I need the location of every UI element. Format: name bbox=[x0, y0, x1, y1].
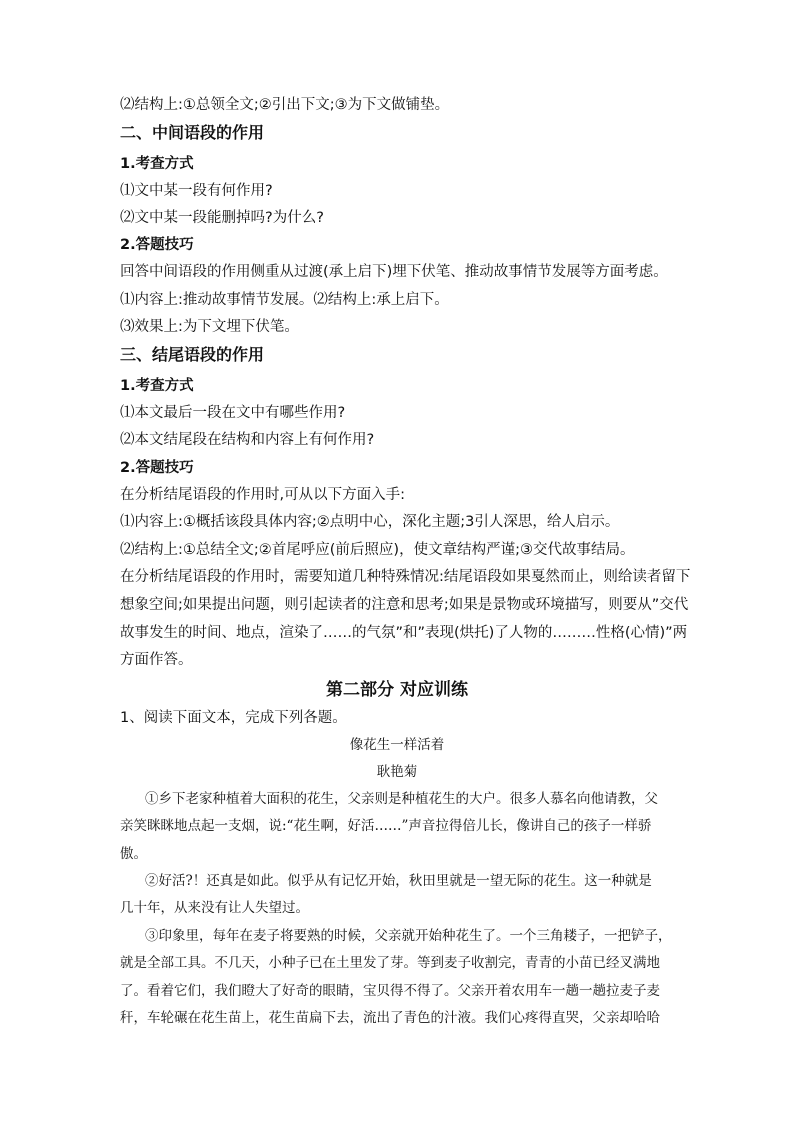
text-line: ⑵结构上:①总领全文;②引出下文;③为下文做铺垫。 bbox=[120, 97, 450, 113]
text-line: 在分析结尾语段的作用时，需要知道几种特殊情况:结尾语段如果戛然而止，则给读者留下 bbox=[120, 569, 691, 585]
text-line: ⑴内容上:推动故事情节发展。⑵结构上:承上启下。 bbox=[120, 292, 449, 308]
text-line: ⑴内容上:①概括该段具体内容;②点明中心，深化主题;3引人深思，给人启示。 bbox=[120, 514, 620, 530]
text-line: 方面作答。 bbox=[120, 652, 193, 668]
text-line: 故事发生的时间、地点，渲染了……的气氛”和”表现(烘托)了人物的………性格(心情)”两 bbox=[120, 625, 688, 641]
story-title: 像花生一样活着 bbox=[349, 737, 445, 753]
story-line: 几十年，从来没有让人失望过。 bbox=[120, 900, 309, 916]
story-line: 傲。 bbox=[120, 846, 147, 862]
text-line: ⑶效果上:为下文埋下伏笔。 bbox=[120, 319, 299, 335]
section-heading: 二、中间语段的作用 bbox=[120, 123, 265, 142]
story-line: 就是全部工具。不几天，小种子已在土里发了芽。等到麦子收割完，青青的小苗已经叉满地 bbox=[120, 955, 660, 971]
question-prompt: 1、阅读下面文本，完成下列各题。 bbox=[120, 710, 347, 726]
text-line: 回答中间语段的作用侧重从过渡(承上启下)埋下伏笔、推动故事情节发展等方面考虑。 bbox=[120, 264, 668, 280]
text-line: ⑴文中某一段有何作用? bbox=[120, 183, 273, 199]
text-line: 想象空间;如果提出问题，则引起读者的注意和思考;如果是景物或环境描写，则要从”交代 bbox=[120, 597, 689, 613]
text-line: ⑵文中某一段能删掉吗?为什么? bbox=[120, 210, 324, 226]
part-title: 第二部分 对应训练 bbox=[326, 680, 468, 700]
story-author: 耿艳菊 bbox=[376, 764, 418, 780]
section-heading: 三、结尾语段的作用 bbox=[120, 345, 265, 364]
story-line: ①乡下老家种植着大面积的花生，父亲则是种植花生的大户。很多人慕名向他请教，父 bbox=[145, 791, 658, 807]
text-line: ⑴本文最后一段在文中有哪些作用? bbox=[120, 405, 346, 421]
text-line: 在分析结尾语段的作用时,可从以下方面入手: bbox=[120, 487, 405, 503]
story-line: 了。看着它们，我们瞪大了好奇的眼睛，宝贝得不得了。父亲开着农用车一趟一趟拉麦子麦 bbox=[120, 983, 660, 999]
subsection-heading: 1.考查方式 bbox=[120, 378, 194, 394]
story-line: ②好活?！还真是如此。似乎从有记忆开始，秋田里就是一望无际的花生。这一种就是 bbox=[145, 873, 652, 889]
subsection-heading: 2.答题技巧 bbox=[120, 460, 194, 476]
story-line: ③印象里，每年在麦子将要熟的时候，父亲就开始种花生了。一个三角耧子，一把铲子， bbox=[145, 928, 672, 944]
subsection-heading: 2.答题技巧 bbox=[120, 237, 194, 253]
story-line: 秆，车轮碾在花生苗上，花生苗扁下去，流出了青色的汁液。我们心疼得直哭，父亲却哈哈 bbox=[120, 1010, 660, 1026]
text-line: ⑵本文结尾段在结构和内容上有何作用? bbox=[120, 432, 375, 448]
story-line: 亲笑眯眯地点起一支烟，说:“花生啊，好活……”声音拉得倍儿长，像讲自己的孩子一样骄 bbox=[120, 818, 652, 834]
text-line: ⑵结构上:①总结全文;②首尾呼应(前后照应)，使文章结构严谨;③交代故事结局。 bbox=[120, 542, 635, 558]
subsection-heading: 1.考查方式 bbox=[120, 156, 194, 172]
